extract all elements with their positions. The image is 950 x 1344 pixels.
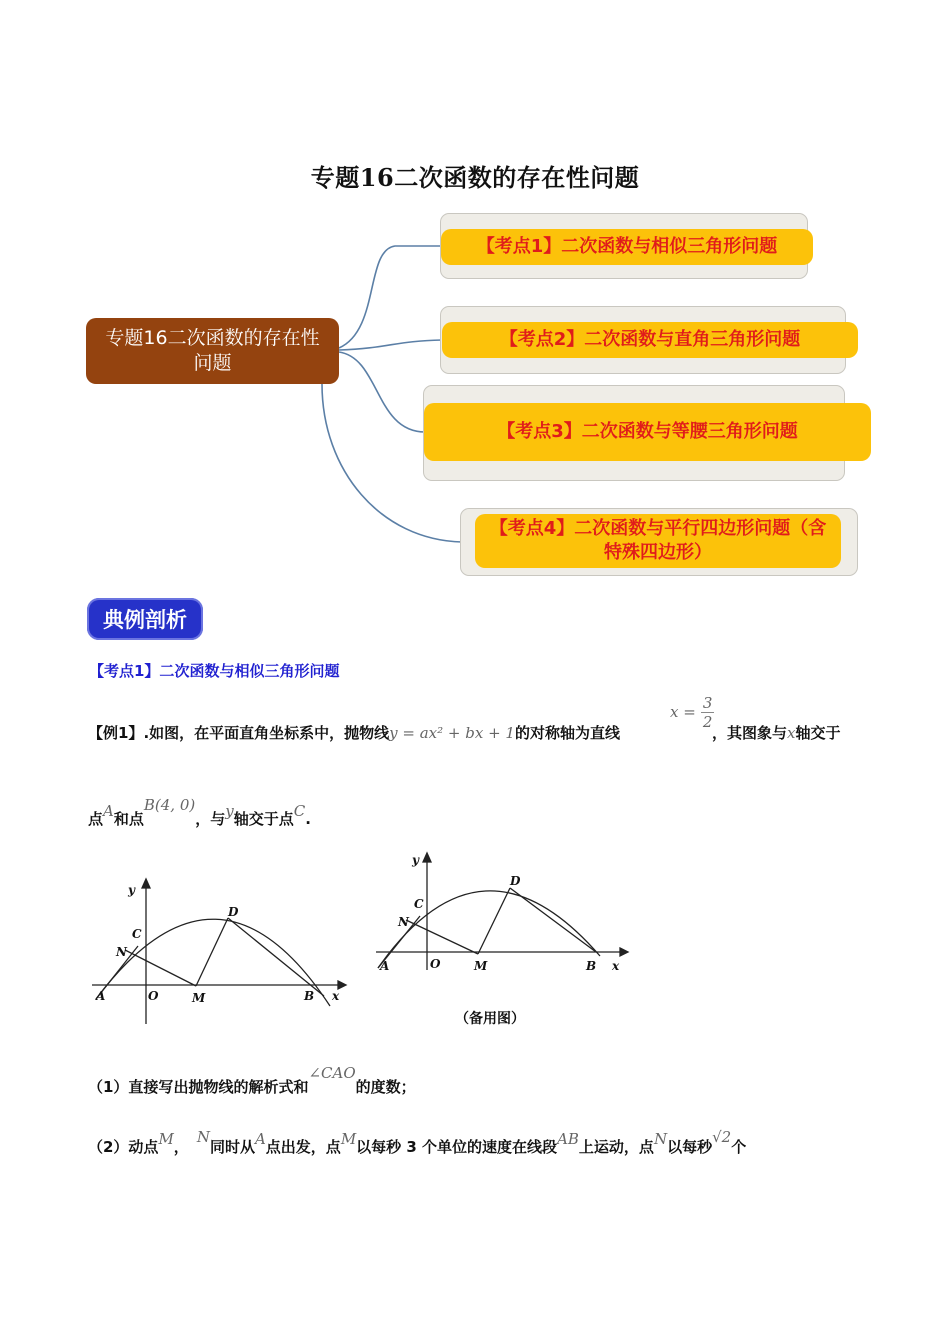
right-label-C: C xyxy=(414,897,424,911)
example-line-1: 【例1】.如图，在平面直角坐标系中，抛物线y = ax² + bx + 1的对称轴为直线 xyxy=(88,724,620,742)
right-label-D: D xyxy=(510,874,521,888)
right-label-B: B xyxy=(586,959,597,973)
right-label-N: N xyxy=(398,915,409,929)
right-label-y: y xyxy=(412,853,419,867)
right-label-O: O xyxy=(430,957,441,971)
right-label-M: M xyxy=(474,959,488,973)
right-label-x: x xyxy=(612,959,620,973)
mindmap-root: 专题16二次函数的存在性问题 xyxy=(86,318,339,384)
left-label-N: N xyxy=(116,945,127,959)
axis-equation: x = $\frac{3}{2}$ xyxy=(670,694,713,731)
left-label-M: M xyxy=(192,991,206,1005)
section-badge: 典例剖析 xyxy=(87,598,203,640)
figure-left xyxy=(88,876,350,1028)
page-title: 专题16二次函数的存在性问题 xyxy=(310,163,640,192)
right-label-A: A xyxy=(380,959,390,973)
branch-kaodian-2: 【考点2】二次函数与直角三角形问题 xyxy=(442,322,858,358)
kaodian-heading: 【考点1】二次函数与相似三角形问题 xyxy=(89,662,340,680)
figure-caption: （备用图） xyxy=(455,1011,525,1027)
left-label-O: O xyxy=(148,989,159,1003)
fraction-three-halves: $\frac{3}{2}$ xyxy=(702,694,713,731)
branch-kaodian-3: 【考点3】二次函数与等腰三角形问题 xyxy=(424,403,871,461)
example-line-2: 点A和点B(4, 0)，与y轴交于点C. xyxy=(88,796,311,828)
left-label-x: x xyxy=(332,989,340,1003)
left-label-C: C xyxy=(132,927,142,941)
parabola-equation: y = ax² + bx + 1 xyxy=(389,724,515,742)
example-line-1-end: ，其图象与x轴交于 xyxy=(712,724,841,742)
branch-kaodian-4: 【考点4】二次函数与平行四边形问题（含特殊四边形） xyxy=(475,514,841,568)
example-tag: 【例1】 xyxy=(88,724,144,742)
left-label-D: D xyxy=(228,905,239,919)
angle-cao: ∠CAO xyxy=(308,1064,356,1082)
left-label-y: y xyxy=(128,883,135,897)
question-1: （1）直接写出抛物线的解析式和∠CAO的度数； xyxy=(88,1064,416,1096)
left-label-A: A xyxy=(96,989,106,1003)
branch-kaodian-1: 【考点1】二次函数与相似三角形问题 xyxy=(441,229,813,265)
question-2: （2）动点M，N同时从A点出发，点M以每秒 3 个单位的速度在线段AB上运动，点N以每秒√2个 xyxy=(88,1128,747,1156)
left-label-B: B xyxy=(304,989,315,1003)
figure-right xyxy=(372,850,634,978)
